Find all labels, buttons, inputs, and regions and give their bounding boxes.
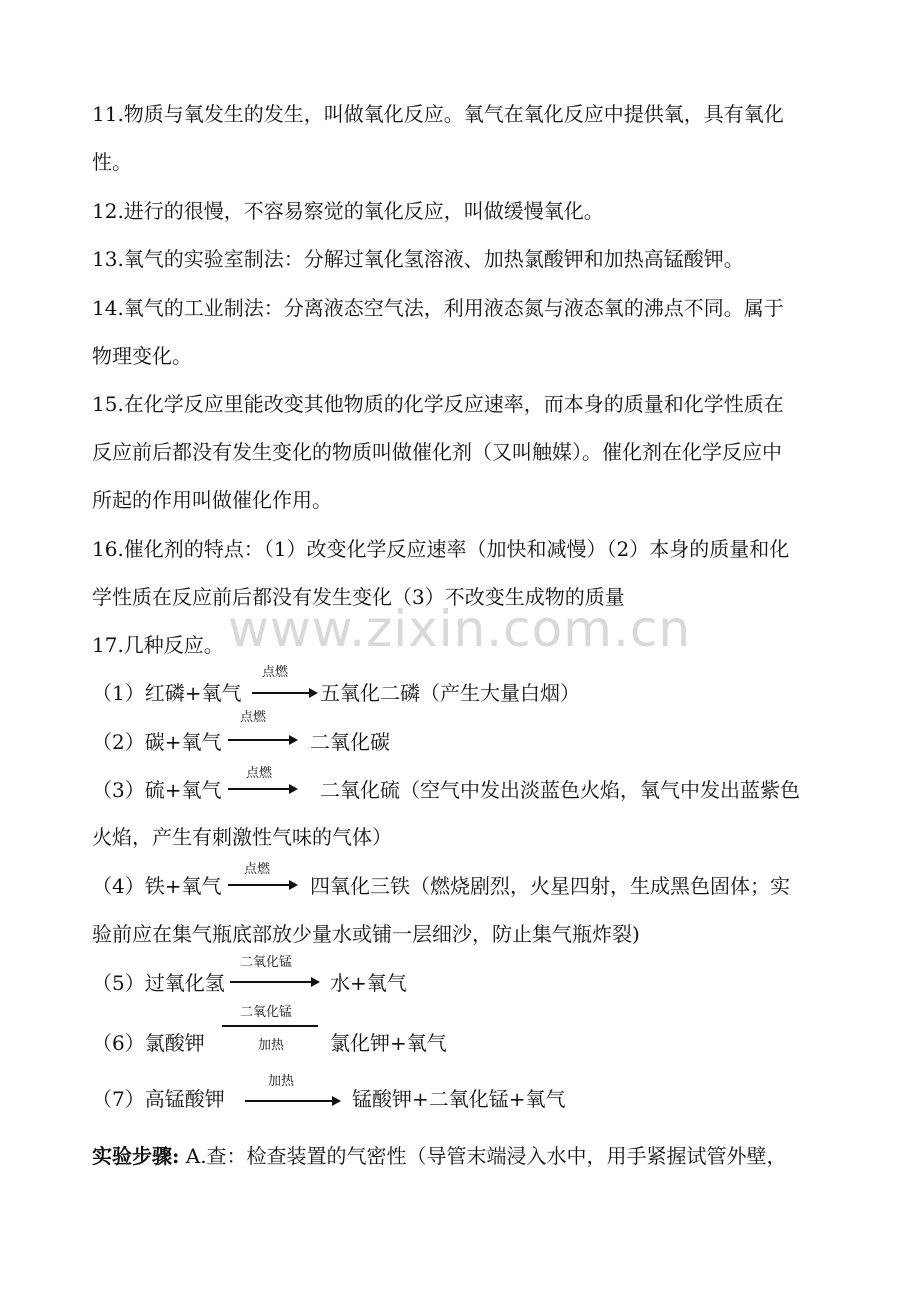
paragraph-line: 17.几种反应。: [92, 633, 224, 657]
reaction-number: （6）: [92, 1031, 145, 1055]
reaction-number: （3）: [92, 778, 145, 802]
paragraph-line: 12.进行的很慢，不容易察觉的氧化反应，叫做缓慢氧化。: [92, 199, 604, 223]
paragraph-line: 13.氧气的实验室制法：分解过氧化氢溶液、加热氯酸钾和加热高锰酸钾。: [92, 247, 744, 271]
paragraph-line: 14.氧气的工业制法：分离液态空气法，利用液态氮与液态氧的沸点不同。属于: [92, 296, 784, 320]
reaction-7-arrow: [245, 1091, 341, 1111]
reaction-2-condition: 点燃: [240, 710, 267, 725]
reaction-3-continuation: 火焰，产生有刺激性气味的气体）: [92, 825, 392, 849]
reaction-reactant: 氯酸钾: [144, 1031, 205, 1055]
reaction-reactant: 红磷+氧气: [144, 681, 242, 705]
reaction-5-condition: 二氧化锰: [240, 955, 293, 970]
reaction-reactant: 高锰酸钾: [144, 1087, 225, 1111]
paragraph-line: 反应前后都没有发生变化的物质叫做催化剂（又叫触媒）。催化剂在化学反应中: [92, 440, 782, 464]
reaction-4-product: 四氧化三铁（燃烧剧烈，火星四射，生成黑色固体；实: [310, 874, 790, 898]
paragraph-line: 16.催化剂的特点：（1）改变化学反应速率（加快和减慢）（2）本身的质量和化: [92, 537, 790, 561]
reaction-7-condition: 加热: [268, 1074, 295, 1089]
paragraph-line: 物理变化。: [92, 344, 192, 368]
experiment-steps-line: [92, 1142, 860, 1170]
reaction-number: （4）: [92, 874, 145, 898]
reaction-5-product: 水+氧气: [330, 971, 407, 995]
reaction-6-arrow: [222, 1016, 318, 1036]
reaction-reactant: 铁+氧气: [144, 874, 222, 898]
reaction-7-product: 锰酸钾+二氧化锰+氧气: [352, 1087, 566, 1111]
reaction-6-product: 氯化钾+氧气: [330, 1031, 447, 1055]
experiment-steps-text: A.查：检查装置的气密性（导管末端浸入水中，用手紧握试管外壁，: [179, 1144, 787, 1168]
experiment-steps-label: 实验步骤:: [92, 1144, 180, 1168]
watermark: www.zixin.com.cn: [228, 600, 692, 658]
reaction-3-condition: 点燃: [246, 766, 273, 781]
reaction-5-arrow: [230, 972, 320, 992]
paragraph-line: 15.在化学反应里能改变其他物质的化学反应速率，而本身的质量和化学性质在: [92, 392, 784, 416]
reaction-6-condition-below: 加热: [258, 1038, 285, 1053]
reaction-3-arrow: [228, 779, 298, 799]
reaction-6-condition-above: 二氧化锰: [240, 1005, 293, 1020]
paragraph-line: 性。: [92, 150, 132, 174]
reaction-3-product: 二氧化硫（空气中发出淡蓝色火焰，氧气中发出蓝紫色: [320, 778, 800, 802]
reaction-4-arrow: [228, 875, 298, 895]
reaction-4-condition: 点燃: [244, 862, 271, 877]
reaction-1-condition: 点燃: [262, 665, 289, 680]
reaction-2-arrow: [228, 730, 298, 750]
reaction-number: （2）: [92, 730, 145, 754]
paragraph-line: 所起的作用叫做催化作用。: [92, 488, 332, 512]
paragraph-line: 学性质在反应前后都没有发生变化（3）不改变生成物的质量: [92, 585, 625, 609]
reaction-number: （1）: [92, 681, 145, 705]
reaction-1-arrow: [252, 683, 318, 703]
reaction-number: （5）: [92, 971, 145, 995]
reaction-4-continuation: 验前应在集气瓶底部放少量水或铺一层细沙，防止集气瓶炸裂): [92, 922, 640, 946]
reaction-1-product: 五氧化二磷（产生大量白烟）: [320, 681, 580, 705]
paragraph-line: 11.物质与氧发生的发生，叫做氧化反应。氧气在氧化反应中提供氧，具有氧化: [92, 102, 784, 126]
reaction-number: （7）: [92, 1087, 145, 1111]
reaction-reactant: 过氧化氢: [144, 971, 225, 995]
reaction-2-product: 二氧化碳: [310, 730, 390, 754]
reaction-reactant: 硫+氧气: [144, 778, 222, 802]
reaction-reactant: 碳+氧气: [144, 730, 222, 754]
